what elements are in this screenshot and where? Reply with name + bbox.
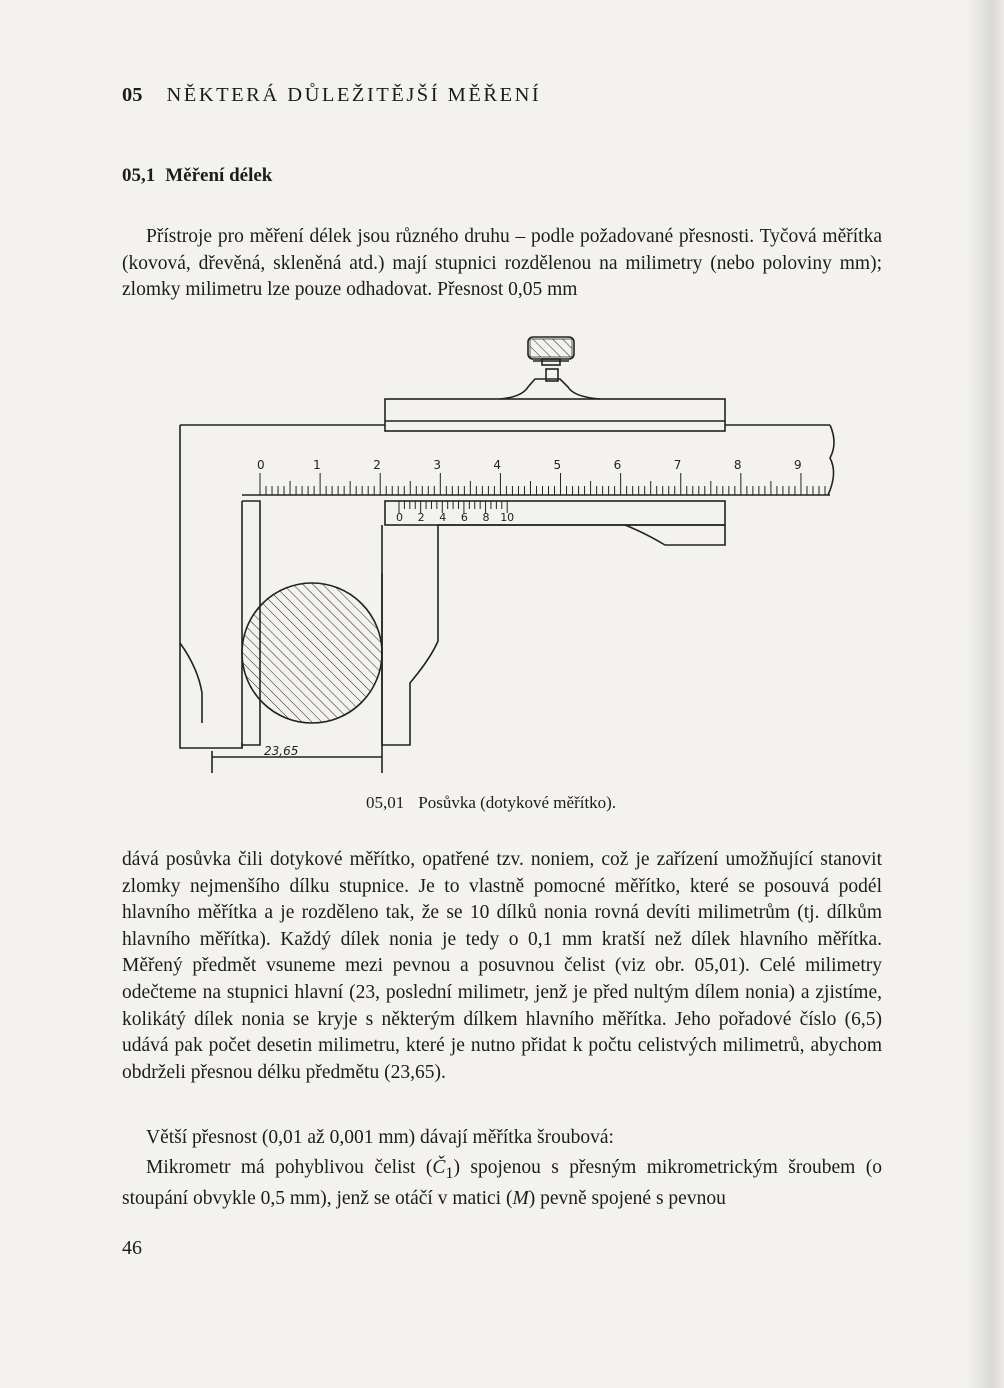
knurled-knob-icon [530,339,572,357]
vernier-label: 4 [439,511,447,524]
dimension-label: 23,65 [264,744,299,758]
section-number: 05,1 [122,165,156,186]
main-scale-label: 4 [493,458,502,472]
main-scale-label: 8 [733,458,742,472]
vernier-label: 8 [482,511,490,524]
vernier-scale-labels [396,511,514,524]
chapter-heading [122,84,541,107]
main-scale-label: 3 [433,458,441,472]
caliper-drawing [170,333,850,783]
main-scale-labels [257,458,802,472]
main-scale-ticks [260,473,825,495]
section-heading [122,165,272,187]
micrometer-text-3: ) pevně spojené s pevnou [528,1188,726,1210]
chapter-title: NĚKTERÁ DŮLEŽITĚJŠÍ MĚŘENÍ [166,84,542,106]
vernier-label: 2 [417,511,425,524]
vernier-scale-ticks [399,501,507,513]
main-scale-label: 6 [613,458,622,472]
paragraph-screw-gauges: Větší přesnost (0,01 až 0,001 mm) dávají měřítka šroubová: [146,1127,614,1148]
main-scale-label: 5 [553,458,562,472]
vernier-label: 6 [460,511,468,524]
variable-c: Č [432,1157,446,1178]
page-edge-shadow [966,0,1004,1388]
main-scale-label: 9 [793,458,802,472]
intro-paragraph: Přístroje pro měření délek jsou různého druhu – podle požadované přesnosti. Tyčová měřítka (kovová, dřevěná, skleněná atd.) mají stupnici rozdělenou na milimetry (nebo poloviny mm); zlomky milimetru lze pouze odhadovat. Přesnost 0,05 mm [122,226,882,301]
main-scale-label: 7 [673,458,682,472]
variable-c-subscript: 1 [445,1163,454,1182]
page-number: 46 [122,1237,142,1259]
main-scale-label: 1 [313,458,321,472]
chapter-number: 05 [122,84,143,106]
body-paragraph: dává posůvka čili dotykové měřítko, opatřené tzv. noniem, což je zařízení umožňující stanovit zlomky nejmenšího dílku stupnice. Je to vlastně pomocné měřítko, které se posouvá podél hlavního měřítka a je rozděleno tak, že se 10 dílků nonia rovná devíti milimetrům (tj. dílkům hlavního měřítka). Každý dílek nonia je tedy o 0,1 mm kratší než dílek hlavního měřítka. Měřený předmět vsuneme mezi pevnou a posuvnou čelist (viz obr. 05,01). Celé milimetry odečteme na stupnici hlavní (23, poslední milimetr, jenž je před nultým dílem nonia) a zjistíme, kolikátý dílek nonia se kryje s některým dílkem hlavního měřítka. Jeho pořadové číslo (6,5) udává pak počet desetin milimetru, které je nutno přidat k počtu celistvých milimetrů, abychom obdrželi přesnou délku předmětu (23,65). [122,849,882,1083]
caption-number: 05,01 [366,793,405,812]
micrometer-text-2: ) spojenou s přesným mikrometrickým šroubem (o stoupání obvykle 0,5 mm), jenž se otáčí v matici ( [122,1157,882,1210]
caliper-figure [170,333,850,783]
section-title: Měření délek [165,165,273,186]
main-scale-label: 0 [257,458,265,472]
figure-caption [366,793,616,813]
vernier-label: 0 [396,511,403,524]
vernier-label: 10 [500,511,515,524]
variable-m: M [512,1188,529,1210]
paragraph-micrometer [122,1155,882,1213]
measured-object [242,583,382,723]
micrometer-text-1: Mikrometr má pohyblivou čelist ( [146,1157,433,1178]
caption-text: Posůvka (dotykové měřítko). [418,793,617,812]
main-scale-label: 2 [373,458,381,472]
